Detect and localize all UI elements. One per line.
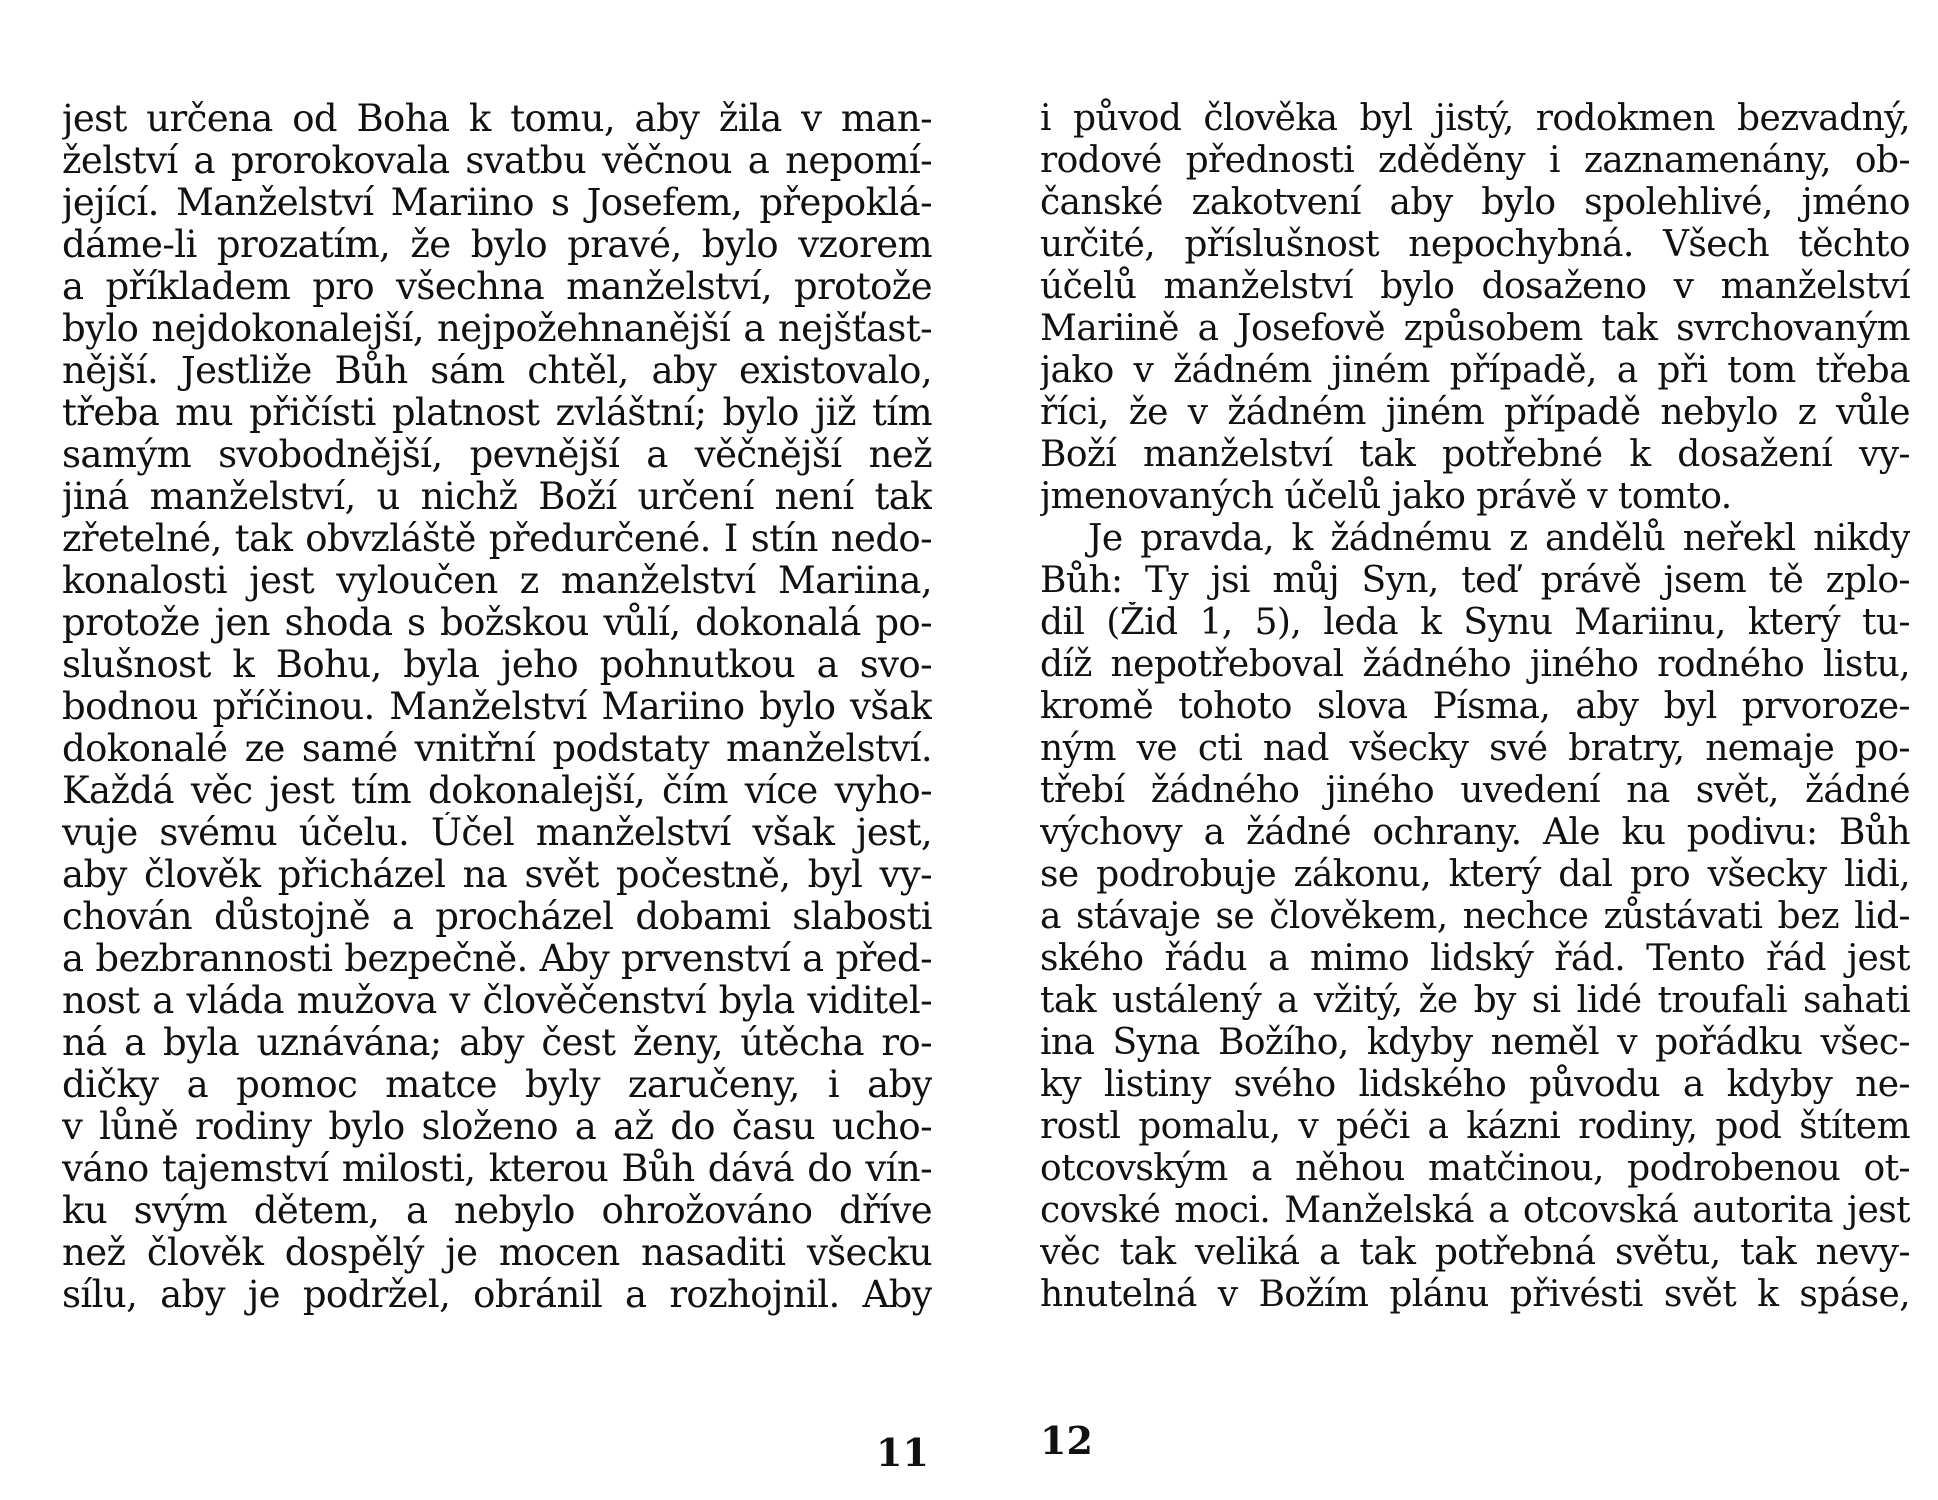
text-line: třebí žádného jiného uvedení na svět, žádné [1040, 770, 1910, 811]
text-line: dičky a pomoc matce byly zaručeny, i aby [62, 1064, 932, 1106]
text-line: konalosti jest vyloučen z manželství Mariina, [62, 560, 932, 602]
text-line: ina Syna Božího, kdyby neměl v pořádku všec- [1040, 1022, 1910, 1063]
text-line: čanské zakotvení aby bylo spolehlivé, jméno [1040, 182, 1910, 223]
left-page [62, 98, 932, 1316]
text-line: bylo nejdokonalejší, nejpožehnanější a nejšťast- [62, 308, 932, 350]
text-line: ná a byla uznávána; aby čest ženy, útěcha ro- [62, 1022, 932, 1064]
text-line: Každá věc jest tím dokonalejší, čím více vyho- [62, 770, 932, 812]
text-line: a příkladem pro všechna manželství, protože [62, 266, 932, 308]
text-line: sílu, aby je podržel, obránil a rozhojnil. Aby [62, 1274, 932, 1316]
text-line: rostl pomalu, v péči a kázni rodiny, pod štítem [1040, 1106, 1910, 1147]
page-number-left: 11 [876, 1430, 929, 1475]
text-line: rodové přednosti zděděny i zaznamenány, ob- [1040, 140, 1910, 181]
text-line: dil (Žid 1, 5), leda k Synu Mariinu, který tu- [1040, 602, 1910, 643]
text-line: ského řádu a mimo lidský řád. Tento řád jest [1040, 938, 1910, 979]
text-line: protože jen shoda s božskou vůlí, dokonalá po- [62, 602, 932, 644]
text-line: Je pravda, k žádnému z andělů neřekl nikdy [1088, 518, 1910, 559]
text-line: ným ve cti nad všecky své bratry, nemaje po- [1040, 728, 1910, 769]
text-line: kromě tohoto slova Písma, aby byl prvoroze- [1040, 686, 1910, 727]
text-line: v lůně rodiny bylo složeno a až do času ucho- [62, 1106, 932, 1148]
text-line: váno tajemství milosti, kterou Bůh dává do vín- [62, 1148, 932, 1190]
text-line: se podrobuje zákonu, který dal pro všecky lidi, [1040, 854, 1910, 895]
text-line: dáme-li prozatím, že bylo pravé, bylo vzorem [62, 224, 932, 266]
page-number-right: 12 [1040, 1418, 1093, 1463]
text-line: Mariině a Josefově způsobem tak svrchovaným [1040, 308, 1910, 349]
text-line: říci, že v žádném jiném případě nebylo z vůle [1040, 392, 1910, 433]
text-line: slušnost k Bohu, byla jeho pohnutkou a svo- [62, 644, 932, 686]
text-line: dokonalé ze samé vnitřní podstaty manželství. [62, 728, 932, 770]
text-line: třeba mu přičísti platnost zvláštní; bylo již tím [62, 392, 932, 434]
text-line: chován důstojně a procházel dobami slabosti [62, 896, 932, 938]
text-line: vuje svému účelu. Účel manželství však jest, [62, 812, 932, 854]
text-line: věc tak veliká a tak potřebná světu, tak nevy- [1040, 1232, 1910, 1273]
text-line: a stávaje se člověkem, nechce zůstávati bez lid- [1040, 896, 1910, 937]
text-line: želství a prorokovala svatbu věčnou a nepomí- [62, 140, 932, 182]
text-line: určité, příslušnost nepochybná. Všech těchto [1040, 224, 1910, 265]
text-line: samým svobodnější, pevnější a věčnější než [62, 434, 932, 476]
text-line: covské moci. Manželská a otcovská autorita jest [1040, 1190, 1910, 1231]
text-line: Bůh: Ty jsi můj Syn, teď právě jsem tě zplo- [1040, 560, 1910, 601]
text-line: jmenovaných účelů jako právě v tomto. [1040, 476, 1732, 517]
text-line: ku svým dětem, a nebylo ohrožováno dříve [62, 1190, 932, 1232]
text-line: zřetelné, tak obvzláště předurčené. I stín nedo- [62, 518, 932, 560]
text-line: díž nepotřeboval žádného jiného rodného listu, [1040, 644, 1910, 685]
text-line: hnutelná v Božím plánu přivésti svět k spáse, [1040, 1274, 1910, 1315]
text-line: než člověk dospělý je mocen nasaditi všecku [62, 1232, 932, 1274]
text-line: a bezbrannosti bezpečně. Aby prvenství a před- [62, 938, 932, 980]
text-line: otcovským a něhou matčinou, podrobenou ot- [1040, 1148, 1910, 1189]
text-line: ky listiny svého lidského původu a kdyby ne- [1040, 1064, 1910, 1105]
text-line: Boží manželství tak potřebné k dosažení vy- [1040, 434, 1910, 475]
text-line: jející. Manželství Mariino s Josefem, přepoklá- [62, 182, 932, 224]
text-line: jest určena od Boha k tomu, aby žila v man- [62, 98, 932, 140]
text-line: nost a vláda mužova v člověčenství byla viditel- [62, 980, 932, 1022]
text-line: jiná manželství, u nichž Boží určení není tak [62, 476, 932, 518]
right-page [1040, 98, 1910, 1316]
text-line: nější. Jestliže Bůh sám chtěl, aby existovalo, [62, 350, 932, 392]
text-line: jako v žádném jiném případě, a při tom třeba [1040, 350, 1910, 391]
text-line: bodnou příčinou. Manželství Mariino bylo však [62, 686, 932, 728]
text-line: účelů manželství bylo dosaženo v manželství [1040, 266, 1910, 307]
text-line: výchovy a žádné ochrany. Ale ku podivu: Bůh [1040, 812, 1910, 853]
text-line: aby člověk přicházel na svět počestně, byl vy- [62, 854, 932, 896]
text-line: tak ustálený a vžitý, že by si lidé troufali sahati [1040, 980, 1910, 1021]
text-line: i původ člověka byl jistý, rodokmen bezvadný, [1040, 98, 1910, 139]
